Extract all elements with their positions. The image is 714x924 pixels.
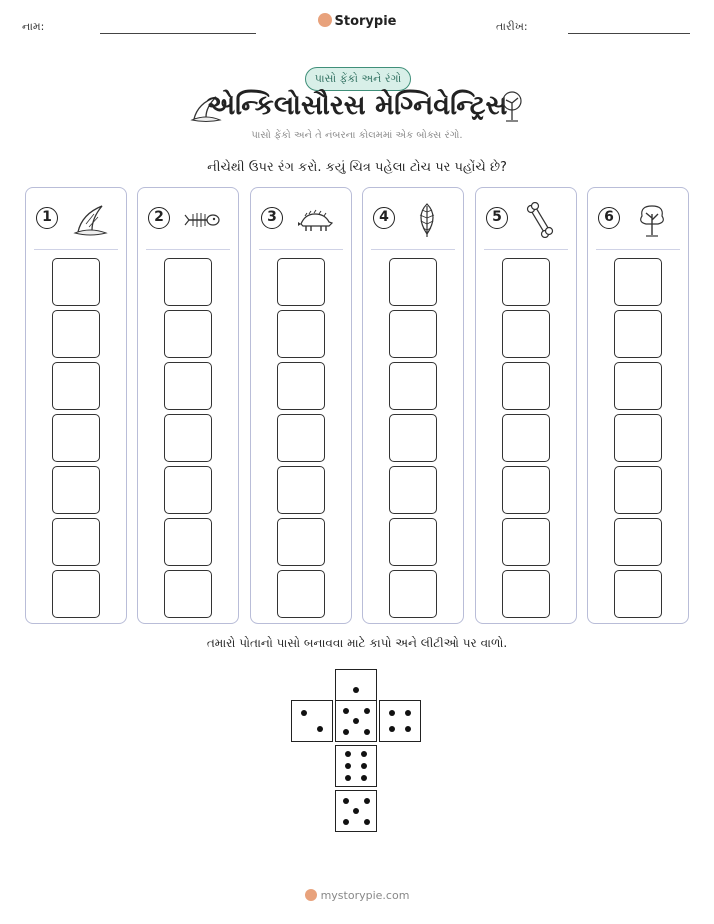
die-pip — [343, 708, 349, 714]
die-pip — [345, 775, 351, 781]
column-divider — [146, 249, 230, 250]
column-5 — [475, 187, 577, 624]
color-box[interactable] — [389, 362, 437, 410]
name-line[interactable] — [100, 33, 256, 34]
date-line[interactable] — [568, 33, 690, 34]
ankylosaurus-icon — [297, 202, 333, 238]
tree-icon — [634, 202, 670, 238]
color-box[interactable] — [389, 570, 437, 618]
brand-logo — [0, 13, 714, 29]
column-4 — [362, 187, 464, 624]
color-box[interactable] — [614, 466, 662, 514]
color-box[interactable] — [52, 310, 100, 358]
cut-instruction: તમારો પોતાનો પાસો બનાવવા માટે કાપો અને લીટીઓ પર વાળો. — [206, 636, 508, 650]
die-pip — [361, 775, 367, 781]
footer-logo-icon — [305, 889, 317, 901]
color-box[interactable] — [52, 466, 100, 514]
die-pip — [345, 751, 351, 757]
color-box[interactable] — [389, 466, 437, 514]
column-header — [476, 188, 576, 248]
footer — [0, 889, 714, 902]
column-1 — [25, 187, 127, 624]
color-box[interactable] — [52, 258, 100, 306]
column-header — [138, 188, 238, 248]
game-type-pill: પાસો ફેંકો અને રંગો — [305, 67, 411, 91]
column-divider — [484, 249, 568, 250]
color-box[interactable] — [502, 570, 550, 618]
color-box[interactable] — [389, 518, 437, 566]
color-box[interactable] — [389, 258, 437, 306]
die-pip — [361, 751, 367, 757]
footer-url[interactable]: mystorypie.com — [320, 889, 410, 902]
column-number: 1 — [36, 207, 58, 229]
color-box[interactable] — [164, 414, 212, 462]
die-pip — [361, 763, 367, 769]
color-box[interactable] — [614, 258, 662, 306]
die-pip — [364, 729, 370, 735]
die-face-4[interactable] — [379, 700, 421, 742]
color-box[interactable] — [164, 258, 212, 306]
color-box[interactable] — [277, 310, 325, 358]
die-pip — [353, 718, 359, 724]
color-box[interactable] — [52, 518, 100, 566]
color-box[interactable] — [614, 310, 662, 358]
storypie-logo-icon — [318, 13, 332, 27]
color-box[interactable] — [502, 414, 550, 462]
die-pip — [353, 808, 359, 814]
color-box[interactable] — [389, 310, 437, 358]
color-box[interactable] — [52, 362, 100, 410]
die-face-5[interactable] — [335, 700, 377, 742]
color-box[interactable] — [277, 570, 325, 618]
die-pip — [364, 708, 370, 714]
coloring-instruction: નીચેથી ઉપર રંગ કરો. કયું ચિત્ર પહેલા ટોચ પર પહોંચે છે? — [207, 160, 507, 175]
color-box[interactable] — [614, 518, 662, 566]
column-number: 4 — [373, 207, 395, 229]
column-number: 3 — [261, 207, 283, 229]
column-header — [588, 188, 688, 248]
fish-skeleton-icon — [184, 202, 220, 238]
die-pip — [343, 798, 349, 804]
column-3 — [250, 187, 352, 624]
die-pip — [343, 819, 349, 825]
color-box[interactable] — [277, 414, 325, 462]
column-divider — [371, 249, 455, 250]
color-box[interactable] — [52, 414, 100, 462]
column-number: 5 — [486, 207, 508, 229]
column-divider — [34, 249, 118, 250]
column-number: 6 — [598, 207, 620, 229]
die-pip — [389, 710, 395, 716]
color-box[interactable] — [614, 362, 662, 410]
date-label: તારીખ: — [496, 20, 528, 33]
brand-name: Storypie — [334, 14, 397, 29]
die-pip — [364, 798, 370, 804]
column-header — [251, 188, 351, 248]
color-box[interactable] — [502, 466, 550, 514]
color-box[interactable] — [277, 466, 325, 514]
color-box[interactable] — [52, 570, 100, 618]
color-box[interactable] — [502, 310, 550, 358]
die-pip — [405, 710, 411, 716]
column-header — [26, 188, 126, 248]
color-box[interactable] — [277, 518, 325, 566]
claw-fossil-icon — [72, 202, 108, 238]
column-6 — [587, 187, 689, 624]
die-face-2[interactable] — [291, 700, 333, 742]
color-box[interactable] — [164, 518, 212, 566]
column-divider — [596, 249, 680, 250]
die-pip — [389, 726, 395, 732]
page-subtitle: પાસો ફેંકો અને તે નંબરના કોલમમાં એક બોક્સ રંગો. — [251, 130, 463, 141]
column-number: 2 — [148, 207, 170, 229]
color-box[interactable] — [614, 570, 662, 618]
title-tree-icon — [496, 90, 528, 124]
fern-leaf-icon — [409, 202, 445, 238]
die-pip — [345, 763, 351, 769]
color-box[interactable] — [502, 518, 550, 566]
color-box[interactable] — [164, 310, 212, 358]
die-pip — [364, 819, 370, 825]
color-box[interactable] — [164, 362, 212, 410]
column-2 — [137, 187, 239, 624]
column-divider — [259, 249, 343, 250]
bone-icon — [522, 202, 558, 238]
die-pip — [343, 729, 349, 735]
column-header — [363, 188, 463, 248]
die-face-5[interactable] — [335, 790, 377, 832]
die-pip — [317, 726, 323, 732]
color-box[interactable] — [277, 258, 325, 306]
die-pip — [405, 726, 411, 732]
color-box[interactable] — [389, 414, 437, 462]
color-box[interactable] — [277, 362, 325, 410]
color-box[interactable] — [164, 570, 212, 618]
die-pip — [301, 710, 307, 716]
die-pip — [353, 687, 359, 693]
die-face-6[interactable] — [335, 745, 377, 787]
name-label: નામ: — [22, 20, 45, 33]
color-box[interactable] — [502, 362, 550, 410]
page-title: એન્કિલોસૌરસ મેગ્નિવેન્ટ્રિસ — [206, 90, 508, 121]
color-box[interactable] — [502, 258, 550, 306]
color-box[interactable] — [614, 414, 662, 462]
color-box[interactable] — [164, 466, 212, 514]
